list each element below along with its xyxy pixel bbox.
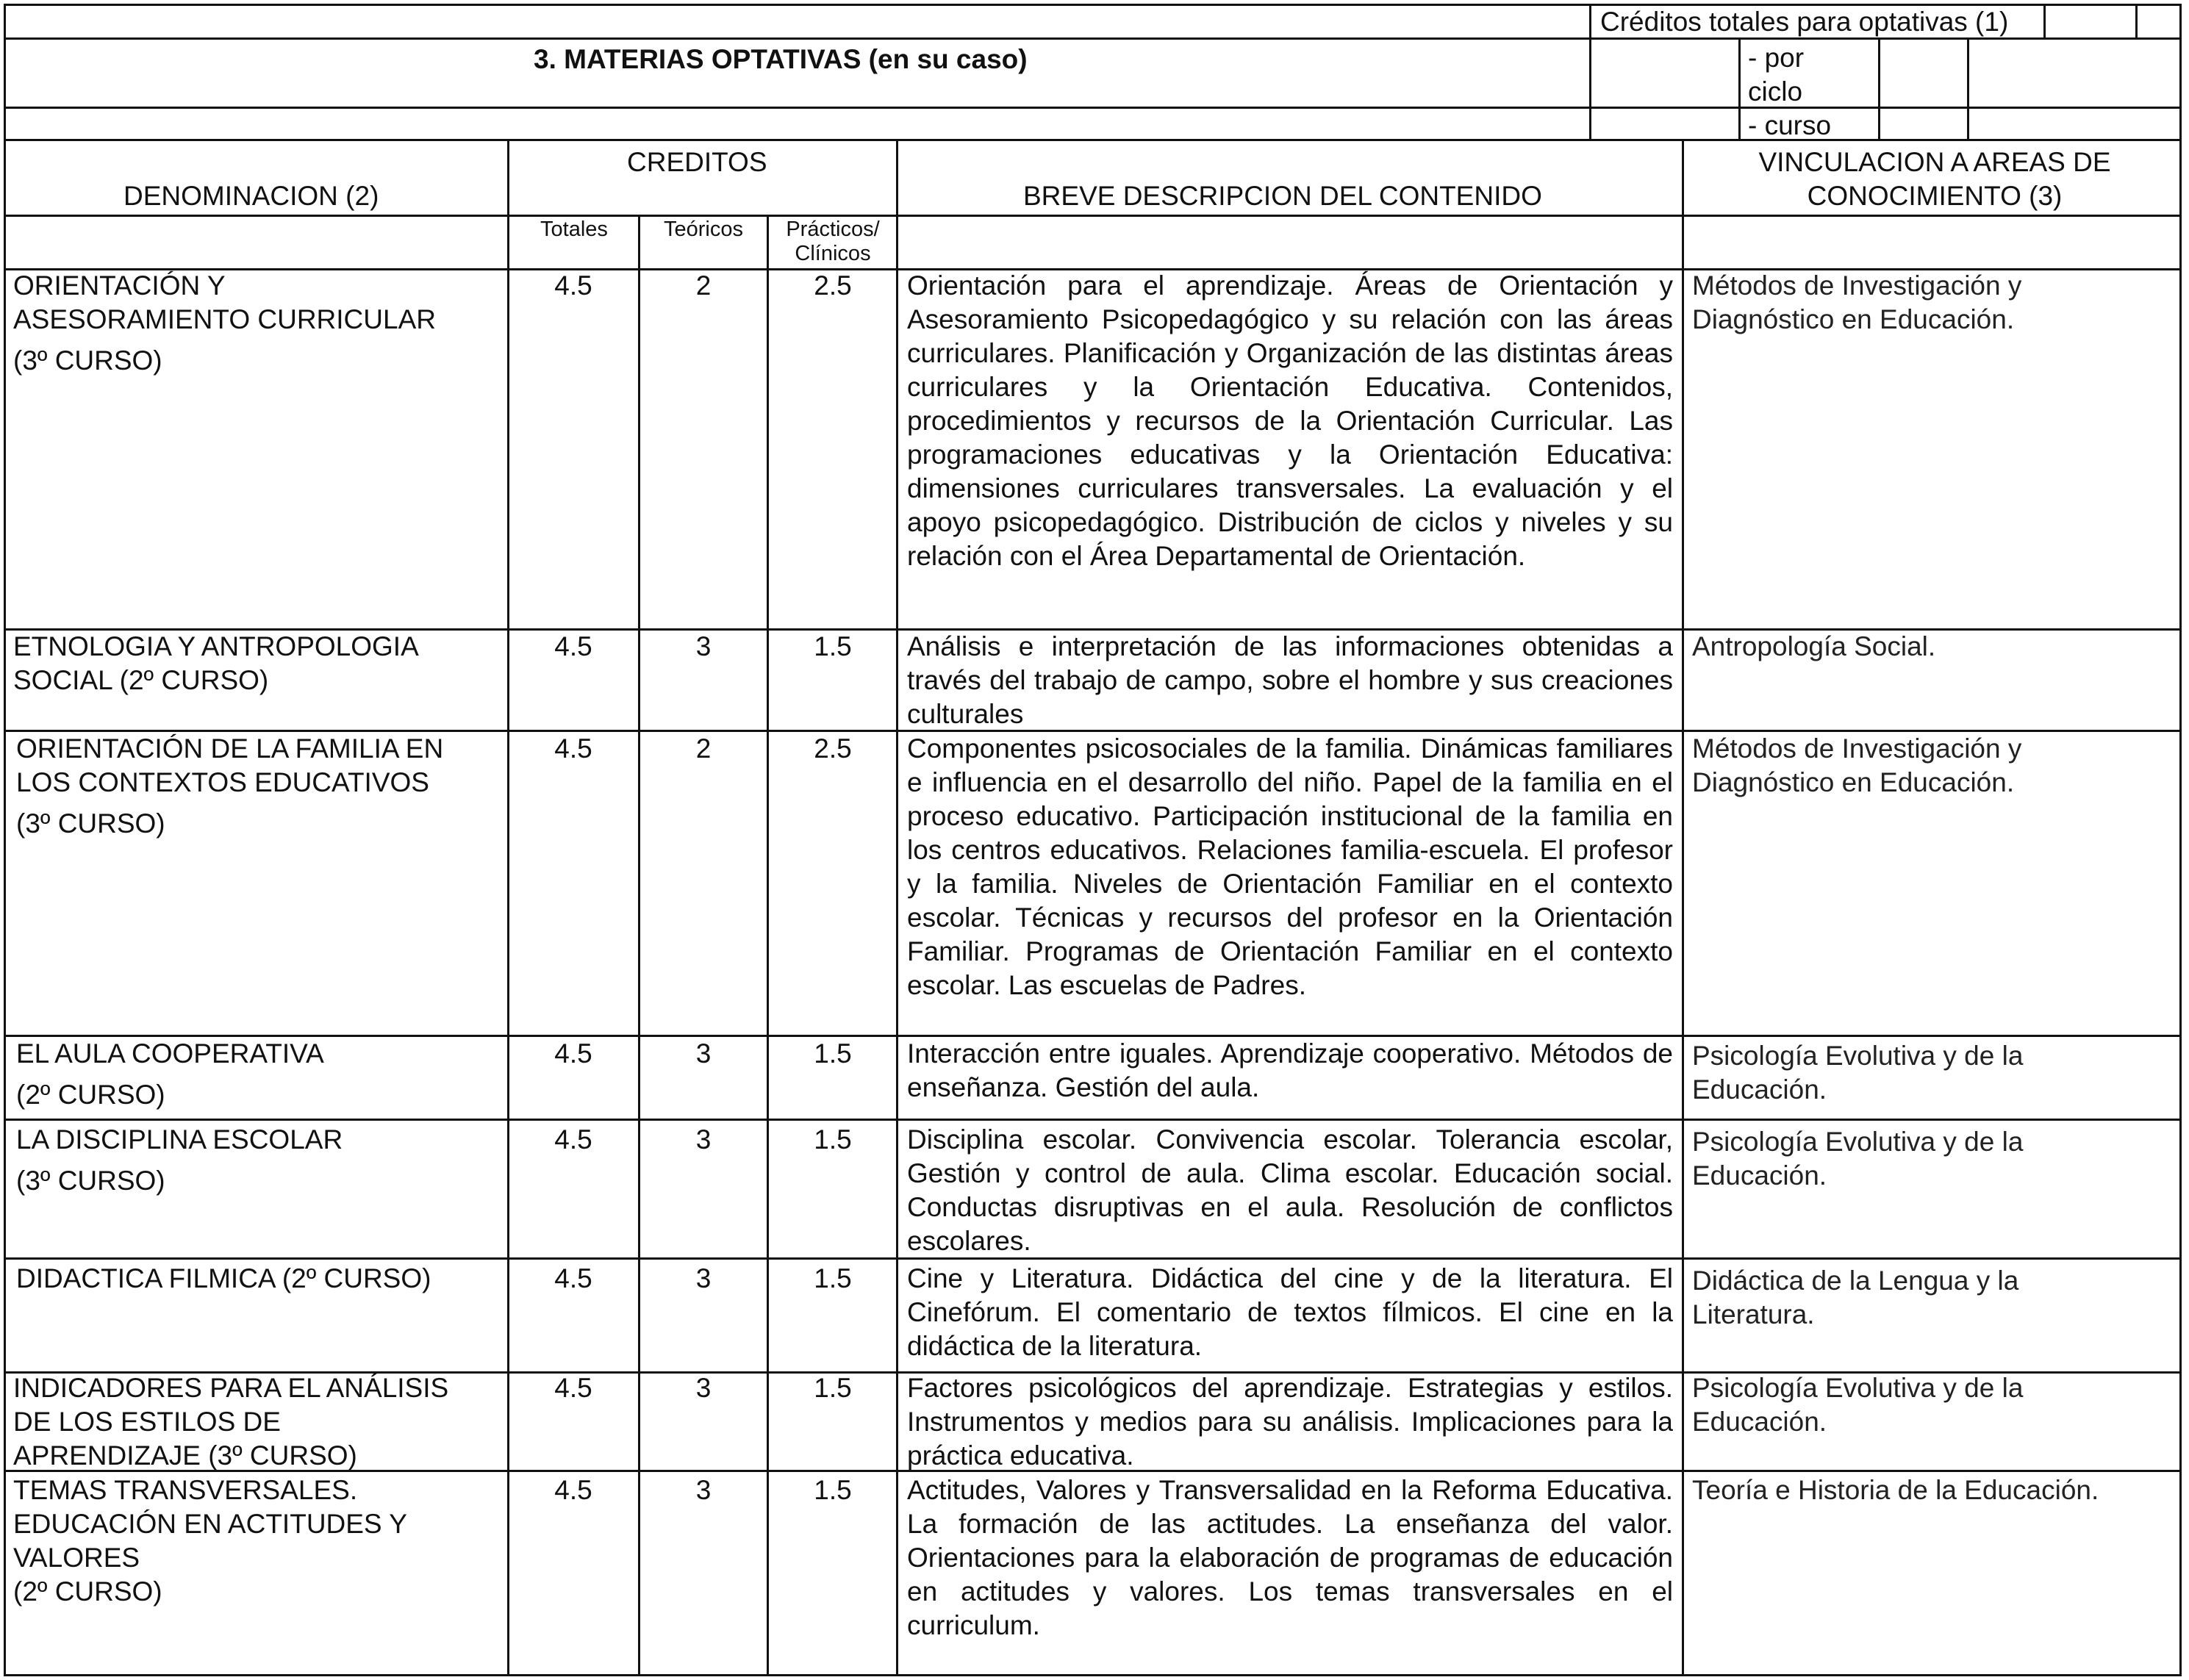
divider (2043, 4, 2046, 40)
teoricos-value: 2 (695, 733, 712, 764)
totales-value: 4.5 (554, 1038, 592, 1069)
course-name (16, 1037, 324, 1112)
course-name-line: (2º CURSO) (13, 1576, 162, 1607)
knowledge-area: Psicología Evolutiva y de la Educación. (1692, 1041, 2024, 1105)
course-name (13, 1371, 448, 1473)
knowledge-area: Didáctica de la Lengua y la Literatura. (1692, 1266, 2019, 1329)
table-right-edge (2179, 139, 2182, 1676)
table-left-edge (4, 139, 6, 1676)
practicos-value: 2.5 (814, 270, 852, 301)
vinculacion-line-2: CONOCIMIENTO (3) (1807, 181, 2063, 211)
course-name (16, 1262, 431, 1296)
column-line (507, 139, 509, 1676)
course-name (16, 1123, 343, 1198)
practicos-line-1: Prácticos/ (786, 218, 880, 241)
course-name-line: ETNOLOGIA Y ANTROPOLOGIA (13, 631, 419, 661)
knowledge-area: Teoría e Historia de la Educación. (1692, 1475, 2099, 1505)
course-name-line: (3º CURSO) (13, 345, 162, 376)
practicos-value: 1.5 (814, 1124, 852, 1155)
course-name-line: (3º CURSO) (16, 808, 165, 839)
practicos-value: 1.5 (814, 1373, 852, 1403)
course-name-line: ASESORAMIENTO CURRICULAR (13, 304, 436, 334)
course-name-line: INDICADORES PARA EL ANÁLISIS (13, 1373, 449, 1403)
creditos-header: CREDITOS (627, 147, 767, 177)
description-text: Componentes psicosociales de la familia. Dinámicas familiares e influencia en el desarrollo del niño. Papel de la familia en el proceso educativo. Participación institucional de la familia en los centros educativos. Relaciones familia-escuela. El profesor y la familia. Niveles de Orientación Familiar en el contexto escolar. Técnicas y recursos del profesor en la Orientación Familiar. Programas de Orientación Familiar en el contexto escolar. Las escuelas de Padres. (907, 733, 1673, 1000)
course-name-line: EL AULA COOPERATIVA (16, 1038, 324, 1069)
practicos-value: 2.5 (814, 733, 852, 764)
totales-value: 4.5 (554, 1373, 592, 1403)
knowledge-area: Psicología Evolutiva y de la Educación. (1692, 1127, 2024, 1191)
description-text: Interacción entre iguales. Aprendizaje cooperativo. Métodos de enseñanza. Gestión del aula. (907, 1038, 1673, 1102)
totales-value: 4.5 (554, 1475, 592, 1505)
table-bottom-edge (4, 1674, 2182, 1676)
totales-header: Totales (540, 218, 608, 241)
practicos-line-2: Clínicos (795, 242, 871, 265)
teoricos-value: 3 (695, 1038, 712, 1069)
curso-label: - curso (1748, 110, 1832, 140)
course-name-line: LA DISCIPLINA ESCOLAR (16, 1124, 343, 1155)
teoricos-value: 2 (695, 270, 712, 301)
course-name-line: (2º CURSO) (16, 1080, 165, 1110)
totales-value: 4.5 (554, 631, 592, 661)
teoricos-header: Teóricos (664, 218, 743, 241)
description-text: Análisis e interpretación de las informaciones obtenidas a través del trabajo de campo, sobre el hombre y sus creaciones culturales (907, 631, 1673, 729)
teoricos-value: 3 (695, 631, 712, 661)
divider (2135, 4, 2138, 40)
course-name-line: TEMAS TRANSVERSALES. (13, 1475, 358, 1505)
knowledge-area: Métodos de Investigación y Diagnóstico en Educación. (1692, 733, 2022, 797)
course-name-line: LOS CONTEXTOS EDUCATIVOS (16, 767, 429, 797)
totales-value: 4.5 (554, 270, 592, 301)
knowledge-area: Métodos de Investigación y Diagnóstico en Educación. (1692, 270, 2022, 334)
practicos-value: 1.5 (814, 1475, 852, 1505)
totales-value: 4.5 (554, 1124, 592, 1155)
teoricos-value: 3 (695, 1263, 712, 1293)
practicos-value: 1.5 (814, 1038, 852, 1069)
column-line (896, 139, 898, 1676)
vinculacion-line-1: VINCULACION A AREAS DE (1758, 147, 2111, 177)
description-text: Actitudes, Valores y Transversalidad en la Reforma Educativa. La formación de las actitudes. La enseñanza del valor. Orientaciones para la elaboración de programas de educación en actitudes y valores. Los temas transversales en el curriculum. (907, 1475, 1673, 1640)
denominacion-header: DENOMINACION (2) (123, 181, 379, 211)
column-subheader-row (4, 215, 2182, 270)
column-line (638, 215, 640, 1676)
practicos-header (767, 218, 898, 266)
practicos-value: 1.5 (814, 631, 852, 661)
course-name (13, 1473, 407, 1609)
por-ciclo-label (1748, 41, 1804, 109)
course-name-line: DIDACTICA FILMICA (2º CURSO) (16, 1263, 431, 1293)
knowledge-area: Psicología Evolutiva y de la Educación. (1692, 1373, 2024, 1437)
course-name-line: APRENDIZAJE (3º CURSO) (13, 1440, 357, 1471)
column-line (1682, 139, 1684, 1676)
por-ciclo-line-2: ciclo (1748, 76, 1803, 107)
teoricos-value: 3 (695, 1475, 712, 1505)
course-name-line: ORIENTACIÓN Y (13, 270, 226, 301)
knowledge-area: Antropología Social. (1692, 631, 1936, 661)
row-separator (4, 1119, 2182, 1121)
teoricos-value: 3 (695, 1373, 712, 1403)
teoricos-value: 3 (695, 1124, 712, 1155)
descripcion-header: BREVE DESCRIPCION DEL CONTENIDO (1023, 181, 1542, 211)
course-name-line: SOCIAL (2º CURSO) (13, 665, 269, 695)
description-text: Factores psicológicos del aprendizaje. Estrategias y estilos. Instrumentos y medios para su análisis. Implicaciones para la práctica educativa. (907, 1373, 1673, 1471)
header-title-row (4, 37, 2182, 109)
description-text: Cine y Literatura. Didáctica del cine y de la literatura. El Cinefórum. El comentario de textos fílmicos. El cine en la didáctica de la literatura. (907, 1263, 1673, 1361)
course-name-line: ORIENTACIÓN DE LA FAMILIA EN (16, 733, 444, 764)
vinculacion-header (1685, 146, 2185, 213)
section-title: 3. MATERIAS OPTATIVAS (en su caso) (534, 44, 1028, 74)
header-curso-row (4, 107, 2182, 141)
totales-value: 4.5 (554, 733, 592, 764)
column-line (767, 215, 769, 1676)
course-name-line: VALORES (13, 1543, 140, 1573)
practicos-value: 1.5 (814, 1263, 852, 1293)
description-text: Orientación para el aprendizaje. Áreas de Orientación y Asesoramiento Psicopedagógico y su relación con las áreas curriculares. Planificación y Organización de las distintas áreas curriculares y la Orientación Educativa. Contenidos, procedimientos y recursos de la Orientación Curricular. Las programaciones educativas y la Orientación Educativa: dimensiones curriculares transversales. La evaluación y el apoyo psicopedagógico. Distribución de ciclos y niveles y su relación con el Área Departamental de Orientación. (907, 270, 1673, 571)
course-name-line: DE LOS ESTILOS DE (13, 1407, 281, 1437)
por-ciclo-line-1: - por (1748, 43, 1805, 73)
course-name (13, 269, 436, 378)
totales-value: 4.5 (554, 1263, 592, 1293)
course-name (13, 630, 419, 697)
description-text: Disciplina escolar. Convivencia escolar. Tolerancia escolar, Gestión y control de aula. Clima escolar. Educación social. Conductas disruptivas en el aula. Resolución de conflictos escolares. (907, 1124, 1673, 1256)
course-name (16, 732, 443, 841)
course-name-line: (3º CURSO) (16, 1166, 165, 1196)
creditos-totales-label: Créditos totales para optativas (1) (1600, 7, 2009, 37)
course-name-line: EDUCACIÓN EN ACTITUDES Y (13, 1509, 407, 1539)
